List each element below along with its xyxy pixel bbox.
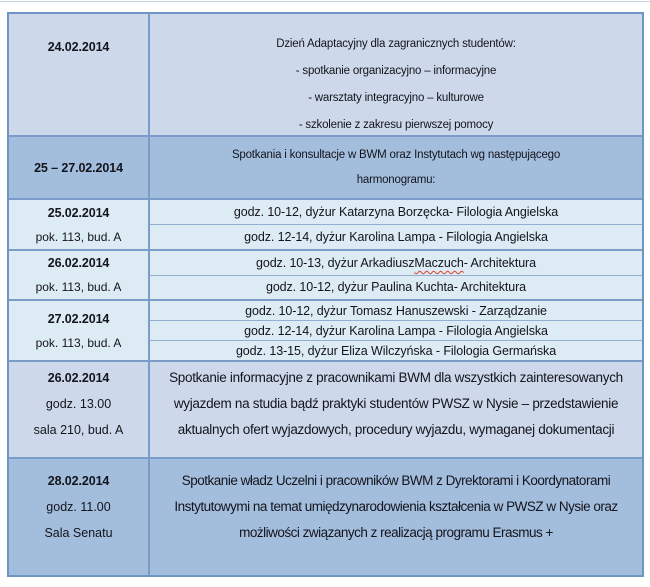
duty-entry: godz. 13-15, dyżur Eliza Wilczyńska - Filologia Germańska [150, 340, 642, 360]
event-description [150, 14, 642, 135]
row-info-meeting [9, 360, 642, 457]
date-text: 28.02.2014 [47, 474, 110, 488]
room-text: pok. 113, bud. A [35, 280, 122, 294]
schedule-table [7, 12, 644, 577]
duty-text: godz. 10-13, dyżur Arkadiusz [256, 255, 415, 270]
duty-entry: godz. 12-14, dyżur Karolina Lampa - Filologia Angielska [150, 320, 642, 340]
room-text: Sala Senatu [44, 526, 113, 540]
date-cell [9, 459, 150, 575]
duty-list [150, 301, 642, 360]
row-adaptation-day [9, 14, 642, 135]
duty-list [150, 200, 642, 249]
event-description [150, 459, 642, 575]
row-authorities-meeting [9, 457, 642, 575]
room-text: sala 210, bud. A [33, 423, 124, 437]
event-line: wyjazdem na studia bądź praktyki studentów PWSZ w Nysie – przedstawienie [173, 396, 619, 411]
duty-entry: godz. 10-12, dyżur Katarzyna Borzęcka- Filologia Angielska [233, 205, 559, 219]
date-cell [9, 301, 150, 360]
misspelled-word: Maczuch [414, 255, 464, 270]
time-text: godz. 13.00 [45, 397, 112, 411]
row-duty-26-02 [9, 249, 642, 299]
date-cell [9, 137, 150, 198]
top-edge-line [0, 1, 650, 2]
date-cell [9, 200, 150, 249]
event-line: Spotkanie władz Uczelni i pracowników BWM z Dyrektorami i Koordynatorami [181, 473, 611, 488]
event-line: Spotkania i konsultacje w BWM oraz Instytutach wg następującego [231, 148, 561, 161]
event-line: - spotkanie organizacyjno – informacyjne [295, 65, 497, 77]
date-text: 24.02.2014 [47, 40, 110, 54]
event-line: - szkolenie z zakresu pierwszej pomocy [298, 119, 494, 131]
time-text: godz. 11.00 [46, 500, 111, 514]
event-line: możliwości związanych z realizacją programu Erasmus + [239, 525, 553, 540]
date-cell [9, 362, 150, 457]
event-line: - warsztaty integracyjno – kulturowe [308, 92, 484, 104]
event-description [150, 362, 642, 457]
event-description [150, 137, 642, 198]
date-text: 25 – 27.02.2014 [34, 160, 123, 175]
duty-entry [150, 251, 642, 275]
room-text: pok. 113, bud. A [35, 335, 122, 350]
duty-list [150, 251, 642, 299]
duty-text: - Architektura [463, 255, 536, 270]
event-line: Instytutowymi na temat umiędzynarodowienia kształcenia w PWSZ w Nysie oraz [174, 499, 618, 514]
date-text: 26.02.2014 [47, 256, 110, 270]
room-text: pok. 113, bud. A [35, 229, 122, 244]
duty-entry: godz. 10-12, dyżur Tomasz Hanuszewski - Zarządzanie [245, 303, 547, 318]
date-text: 25.02.2014 [47, 205, 110, 220]
row-duty-27-02 [9, 299, 642, 360]
duty-entry: godz. 10-12, dyżur Paulina Kuchta- Architektura [150, 275, 642, 300]
row-consultations-header [9, 135, 642, 198]
row-duty-25-02 [9, 198, 642, 249]
event-line: harmonogramu: [356, 173, 436, 186]
event-line: Spotkanie informacyjne z pracownikami BWM dla wszystkich zainteresowanych [169, 370, 623, 385]
duty-entry: godz. 12-14, dyżur Karolina Lampa - Filologia Angielska [150, 224, 642, 249]
date-cell [9, 14, 150, 135]
date-text: 27.02.2014 [47, 311, 110, 326]
date-cell [9, 251, 150, 299]
date-text: 26.02.2014 [47, 371, 110, 385]
event-line: aktualnych ofert wyjazdowych, procedury wyjazdu, wymaganej dokumentacji [177, 422, 615, 437]
event-line: Dzień Adaptacyjny dla zagranicznych studentów: [276, 38, 516, 50]
